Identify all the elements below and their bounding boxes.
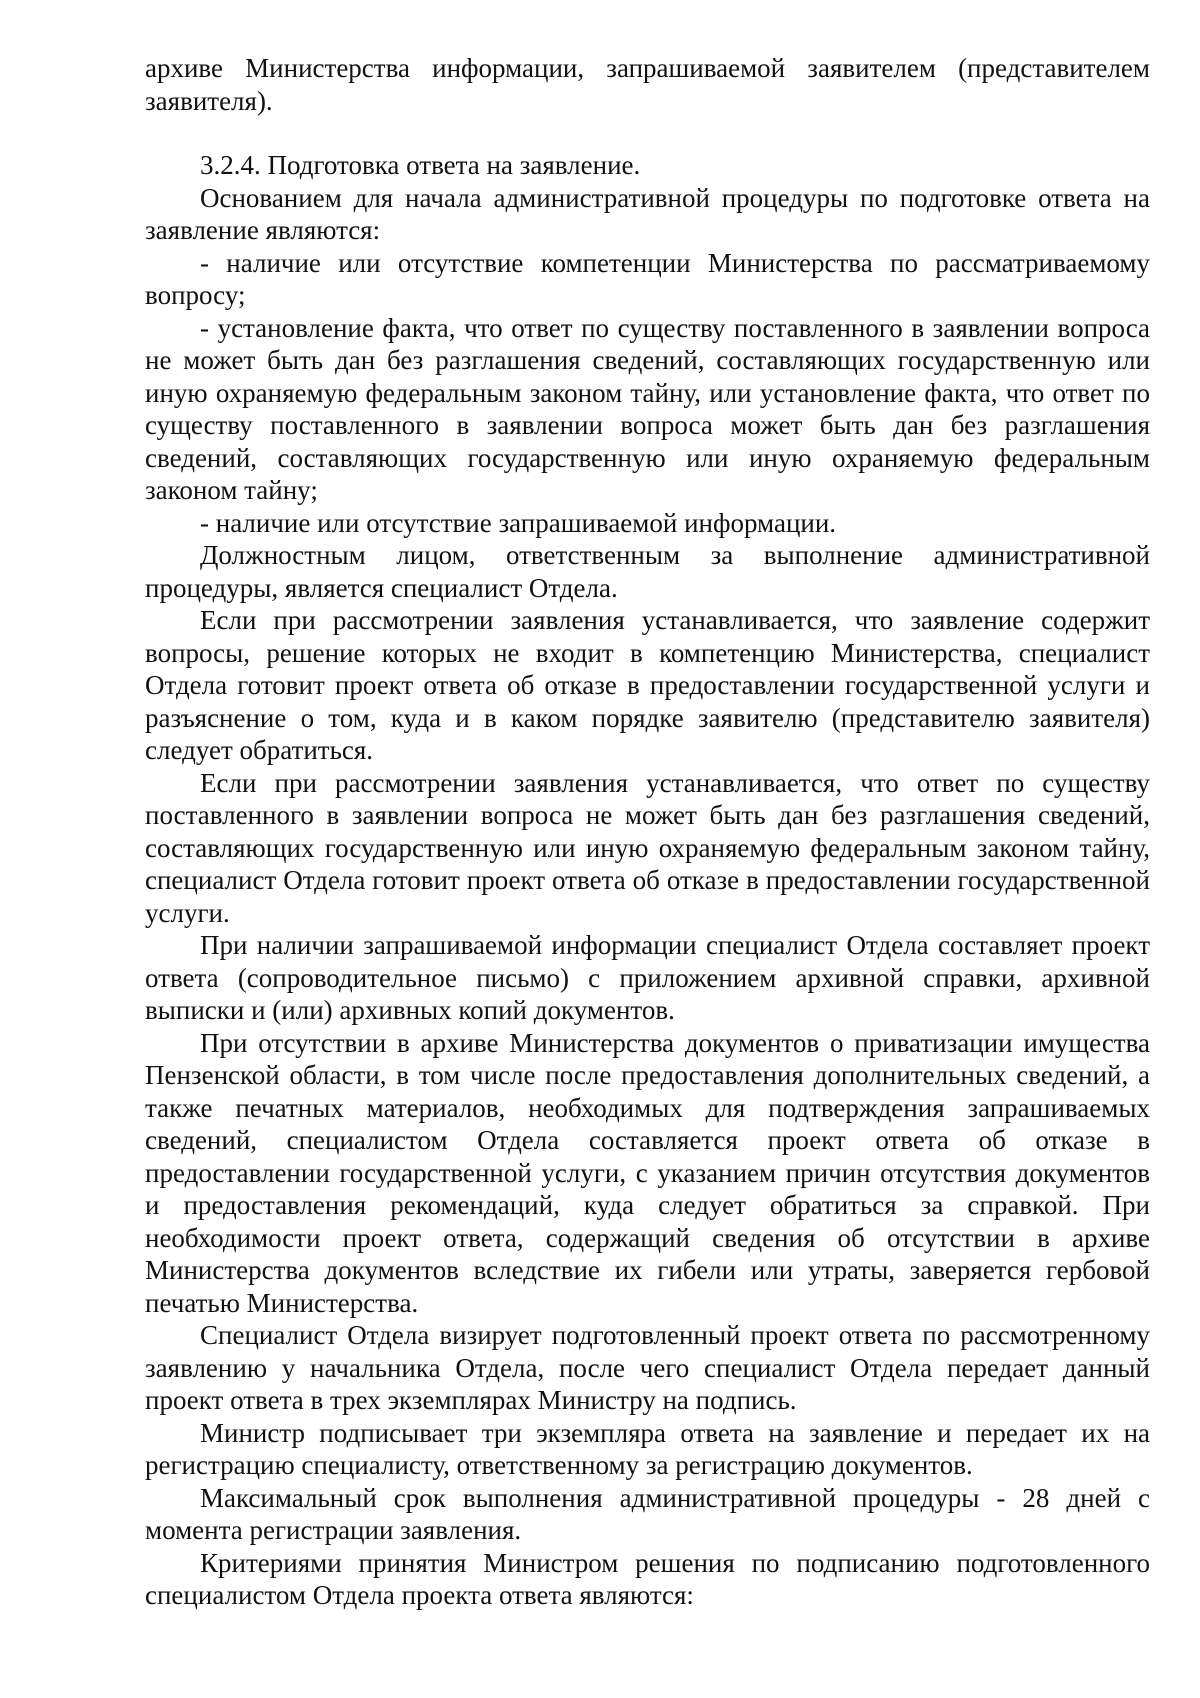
paragraph-information-present: При наличии запрашиваемой информации специалист Отдела составляет проект ответа (сопроводительное письмо) с приложением архивной справки, архивной выписки и (или) архивных копий документов. bbox=[145, 930, 1150, 1025]
paragraph-not-competent: Если при рассмотрении заявления устанавливается, что заявление содержит вопросы, решение которых не входит в компетенцию Министерства, специалист Отдела готовит проект ответа об отказе в предоставлении государственной услуги и разъяснение о том, куда и в каком порядке заявителю (представителю заявителя) следует обратиться. bbox=[145, 605, 1150, 765]
paragraph-responsible-official: Должностным лицом, ответственным за выполнение административной процедуры, является специалист Отдела. bbox=[145, 540, 1150, 603]
paragraph-information-absent: При отсутствии в архиве Министерства документов о приватизации имущества Пензенской области, в том числе после предоставления дополнительных сведений, а также печатных материалов, необходимых для подтверждения запрашиваемых сведений, специалистом Отдела составляется проект ответа об отказе в предоставлении государственной услуги, с указанием причин отсутствия документов и предоставления рекомендаций, куда следует обратиться за справкой. При необходимости проект ответа, содержащий сведения об отсутствии в архиве Министерства документов вследствие их гибели или утраты, заверяется гербовой печатью Министерства. bbox=[145, 1027, 1150, 1318]
paragraph-criteria: Критериями принятия Министром решения по подписанию подготовленного специалистом Отдела проекта ответа являются: bbox=[145, 1547, 1150, 1610]
document-page bbox=[145, 52, 1150, 1612]
list-item-information: - наличие или отсутствие запрашиваемой информации. bbox=[200, 507, 837, 538]
paragraph-max-term: Максимальный срок выполнения административной процедуры - 28 дней с момента регистрации заявления. bbox=[145, 1482, 1150, 1545]
paragraph-endorsement: Специалист Отдела визирует подготовленный проект ответа по рассмотренному заявлению у начальника Отдела, после чего специалист Отдела передает данный проект ответа в трех экземплярах Министру на подпись. bbox=[145, 1320, 1150, 1415]
list-item-secrecy: - установление факта, что ответ по существу поставленного в заявлении вопроса не может быть дан без разглашения сведений, составляющих государственную или иную охраняемую федеральным законом тайну, или установление факта, что ответ по существу поставленного в заявлении вопроса может быть дан без разглашения сведений, составляющих государственную или иную охраняемую федеральным законом тайну; bbox=[145, 312, 1150, 505]
paragraph-secrecy-refusal: Если при рассмотрении заявления устанавливается, что ответ по существу поставленного в заявлении вопроса не может быть дан без разглашения сведений, составляющих государственную или иную охраняемую федеральным законом тайну, специалист Отдела готовит проект ответа об отказе в предоставлении государственной услуги. bbox=[145, 767, 1150, 928]
list-item-competence: - наличие или отсутствие компетенции Министерства по рассматриваемому вопросу; bbox=[145, 247, 1150, 310]
section-heading-3-2-4: 3.2.4. Подготовка ответа на заявление. bbox=[200, 150, 641, 180]
paragraph-grounds: Основанием для начала административной процедуры по подготовке ответа на заявление являются: bbox=[145, 182, 1150, 245]
paragraph-minister-signs: Министр подписывает три экземпляра ответа на заявление и передает их на регистрацию специалисту, ответственному за регистрацию документов. bbox=[145, 1417, 1150, 1480]
paragraph-continuation: архиве Министерства информации, запрашиваемой заявителем (представителем заявителя). bbox=[145, 53, 1150, 116]
